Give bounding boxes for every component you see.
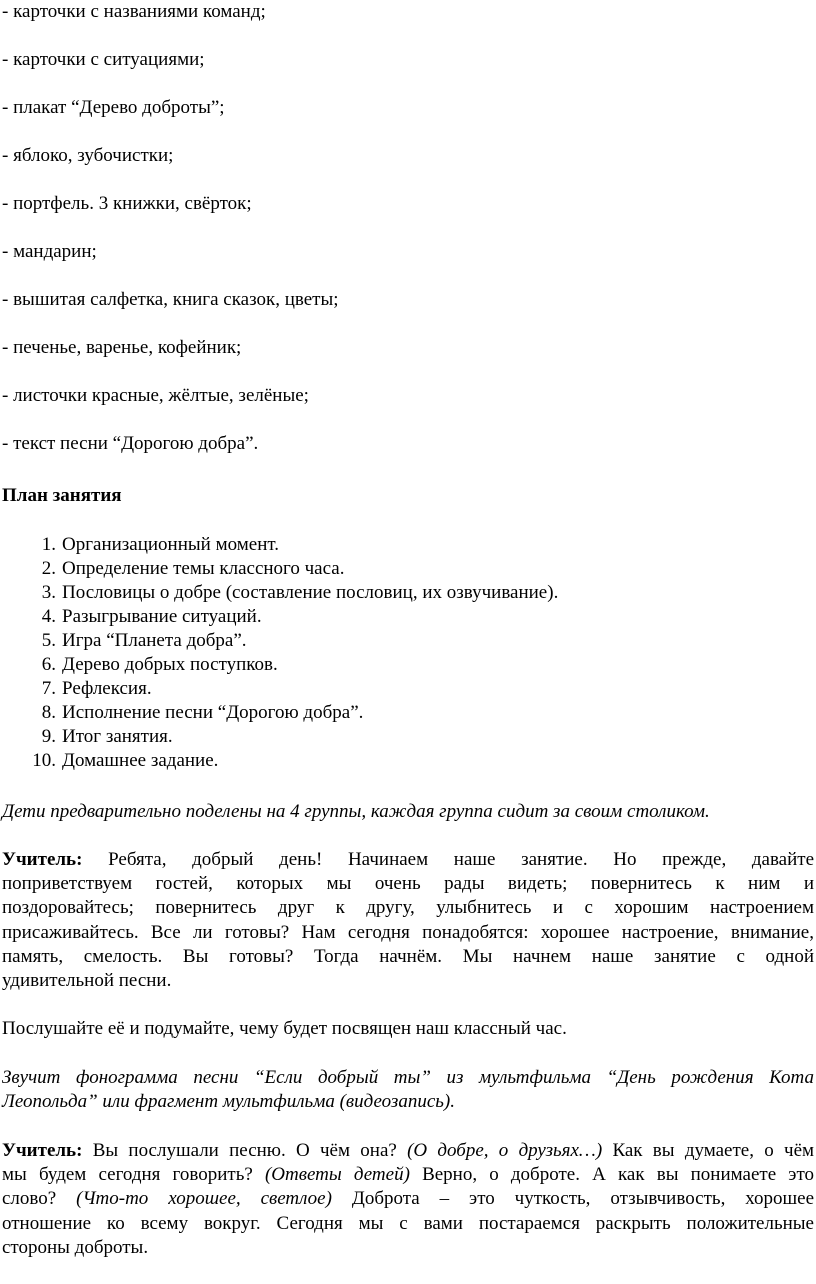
plan-item [0,557,800,581]
plan-list [0,533,800,773]
plan-item-number: 4. [41,606,56,627]
plan-item-number: 3. [41,582,56,603]
answer-note: (Ответы детей) [264,1164,410,1186]
plan-item-number: 9. [41,726,56,747]
answer-note: (О добре, о друзьях…) [407,1140,603,1161]
paragraph-text: Вы послушали песню. О чём она? [92,1140,397,1161]
plan-title: План занятия [2,485,122,506]
plan-item [0,725,800,749]
plan-item-text: Итог занятия. [62,726,173,747]
paragraph-text: мы будем сегодня говорить? [2,1164,253,1186]
plan-item-number: 1. [41,534,56,555]
plan-item-number: 2. [41,558,56,579]
plan-item [0,749,800,773]
materials-item: - вышитая салфетка, книга сказок, цветы; [2,289,339,310]
paragraph-line: присаживайтесь. Все ли готовы? Нам сегодня понадобятся: хорошее настроение, внимание, [2,921,814,943]
plan-item [0,533,800,557]
plan-item-text: Игра “Планета добра”. [62,630,247,651]
plan-item-number: 5. [41,630,56,651]
materials-item: - яблоко, зубочистки; [2,145,174,166]
materials-item: - печенье, варенье, кофейник; [2,337,242,358]
paragraph-text: Ребята, добрый день! Начинаем наше занятие. Но прежде, давайте [108,849,814,870]
materials-item: - портфель. 3 книжки, свёрток; [2,193,252,214]
paragraph-line: Леопольда” или фрагмент мультфильма (видеозапись). [2,1091,455,1113]
materials-item: - текст песни “Дорогою добра”. [2,433,259,454]
plan-item-text: Пословицы о добре (составление пословиц, их озвучивание). [62,582,559,603]
listen-paragraph: Послушайте её и подумайте, чему будет посвящен наш классный час. [2,1018,567,1039]
plan-item-number: 6. [41,654,56,675]
paragraph-line: Звучит фонограмма песни “Если добрый ты” из мультфильма “День рождения Кота [2,1067,814,1088]
plan-item-text: Разыгрывание ситуаций. [62,606,262,627]
plan-item-number: 8. [41,702,56,723]
plan-item [0,653,800,677]
plan-item [0,629,800,653]
paragraph-line [2,848,814,872]
note-groups: Дети предварительно поделены на 4 группы, каждая группа сидит за своим столиком. [2,801,710,822]
paragraph-line: удивительной песни. [2,969,172,991]
speaker-label: Учитель: [2,1140,83,1161]
answer-note: (Что-то хорошее, светлое) [76,1188,332,1210]
teacher-paragraph-2 [2,1139,814,1260]
paragraph-text: Доброта – это чуткость, отзывчивость, хорошее [351,1188,815,1210]
plan-item-text: Определение темы классного часа. [62,558,345,579]
plan-item [0,605,800,629]
paragraph-line: стороны доброты. [2,1236,149,1258]
paragraph-line: поприветствуем гостей, которых мы очень рады видеть; повернитесь к ним и [2,873,814,895]
materials-list [2,0,802,480]
plan-item [0,581,800,605]
plan-item-text: Организационный момент. [62,534,279,555]
teacher-paragraph-1 [2,848,814,993]
speaker-label: Учитель: [2,849,83,870]
paragraph-text: слово? [2,1188,57,1210]
materials-item: - мандарин; [2,241,97,262]
plan-item-text: Исполнение песни “Дорогою добра”. [62,702,364,723]
paragraph-line: поздоровайтесь; повернитесь друг к другу, улыбнитесь и с хорошим настроением [2,897,814,919]
plan-item-text: Дерево добрых поступков. [62,654,278,675]
paragraph-line: отношение ко всему вокруг. Сегодня мы с вами постараемся раскрыть положительные [2,1212,814,1234]
materials-item: - карточки с ситуациями; [2,49,205,70]
paragraph-line [2,1139,814,1163]
note-music [2,1066,814,1114]
plan-item-text: Домашнее задание. [62,750,219,771]
materials-item: - карточки с названиями команд; [2,1,266,22]
plan-item-text: Рефлексия. [62,678,152,699]
paragraph-text: Как вы думаете, о чём [612,1140,815,1161]
plan-item-number: 7. [41,678,56,699]
paragraph-line: память, смелость. Вы готовы? Тогда начнём. Мы начнем наше занятие с одной [2,945,814,967]
plan-item-number: 10. [32,750,56,771]
plan-item [0,701,800,725]
plan-item [0,677,800,701]
paragraph-line [2,1187,814,1211]
materials-item: - листочки красные, жёлтые, зелёные; [2,385,309,406]
materials-item: - плакат “Дерево доброты”; [2,97,225,118]
paragraph-line [2,1163,814,1187]
paragraph-text: Верно, о доброте. А как вы понимаете это [422,1164,814,1186]
